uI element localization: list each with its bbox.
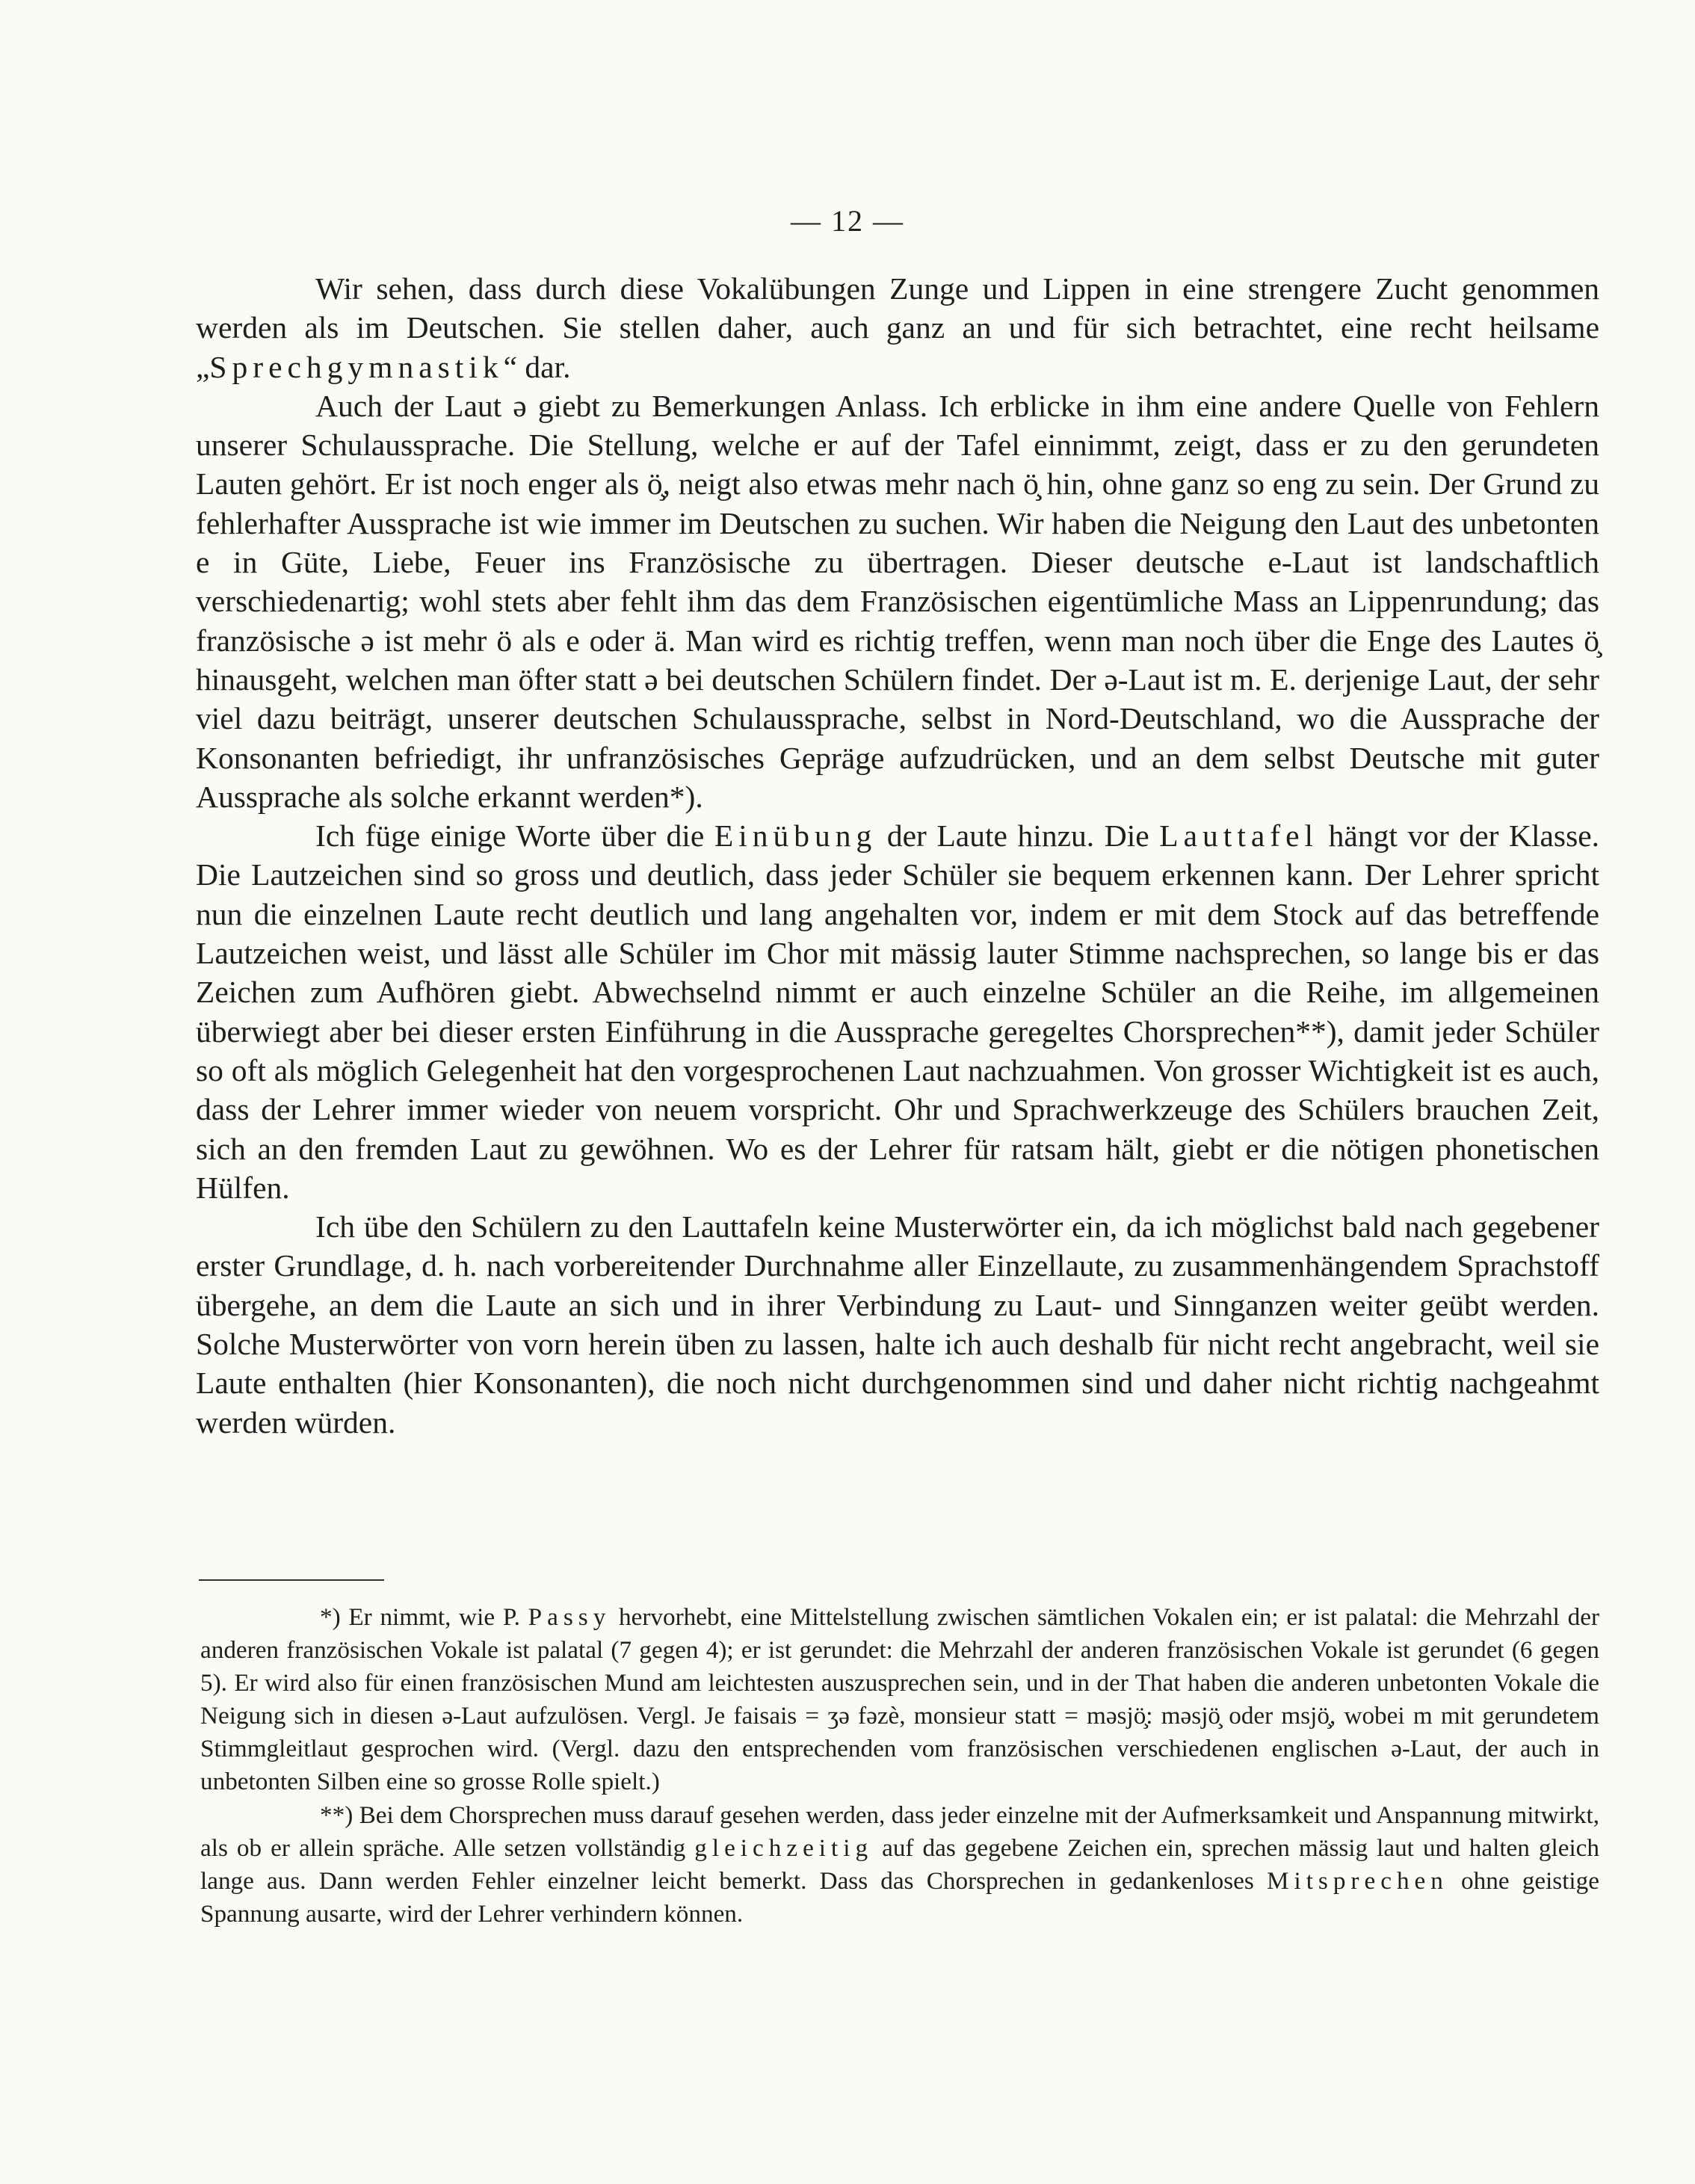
paragraph	[196, 269, 1599, 386]
spaced-emphasis: gleichzeitig	[694, 1833, 874, 1862]
footnotes	[200, 1601, 1599, 1931]
spaced-emphasis: Mitsprechen	[1266, 1866, 1448, 1895]
main-text	[196, 269, 1599, 1442]
footnote-divider	[199, 1579, 384, 1581]
text-run: auf das gegebene Zeichen ein, sprechen mässig laut und halten gleich lange aus. Dann werden Fehler einzelner leicht bemerkt. Dass das Chorsprechen in gedankenloses	[200, 1833, 1599, 1895]
spaced-emphasis: Lauttafel	[1159, 818, 1319, 854]
text-run: Wir sehen, dass durch diese Vokalübungen Zunge und Lippen in eine strengere Zucht genommen werden als im Deutschen. Sie stellen daher, auch ganz an und für sich betrachtet, eine recht heilsame „	[196, 271, 1599, 384]
text-run: Ich übe den Schülern zu den Lauttafeln keine Musterwörter ein, da ich möglichst bald nach gegebener erster Grundlage, d. h. nach vorbereitender Durchnahme aller Einzellaute, zu zusammenhängendem Sprachstoff übergehe, an dem die Laute an sich und in ihrer Verbindung zu Laut- und Sinnganzen weiter geübt werden. Solche Musterwörter von vorn herein üben zu lassen, halte ich auch deshalb für nicht recht angebracht, weil sie Laute enthalten (hier Konsonanten), die noch nicht durchgenommen sind und daher nicht richtig nachgeahmt werden würden.	[196, 1209, 1599, 1440]
text-run: *) Er nimmt, wie P.	[320, 1603, 528, 1631]
text-run: hervorhebt, eine Mittelstellung zwischen sämtlichen Vokalen ein; er ist palatal: die Mehrzahl der anderen französischen Vokale ist palatal (7 gegen 4); er ist gerundet: die Mehrzahl der anderen französischen Vokale ist gerundet (6 gegen 5). Er wird also für einen französischen Mund am leichtesten auszusprechen sein, und in der That haben die anderen unbetonten Vokale die Neigung sich in diesen ə-Laut aufzulösen. Vergl. Je faisais = ʒə fəzè, monsieur statt = məsjö̧: məsjö̧ oder msjö̧, wobei m mit gerundetem Stimmgleitlaut gesprochen wird. (Vergl. dazu den entsprechenden vom französischen verschiedenen englischen ə-Laut, der auch in unbetonten Silben eine so grosse Rolle spielt.)	[200, 1603, 1600, 1796]
footnote	[200, 1601, 1599, 1799]
spaced-emphasis: Sprechgymnastik	[209, 349, 504, 384]
text-run: der Laute hinzu. Die	[877, 818, 1160, 854]
text-run: ohne geistige Spannung ausarte, wird der Lehrer verhindern können.	[200, 1866, 1599, 1928]
paragraph	[196, 1207, 1599, 1442]
page-number: — 12 —	[791, 204, 904, 238]
text-run: Auch der Laut ə giebt zu Bemerkungen Anlass. Ich erblicke in ihm eine andere Quelle von Fehlern unserer Schulaussprache. Die Stellung, welche er auf der Tafel einnimmt, zeigt, dass er zu den gerundeten Lauten gehört. Er ist noch enger als ö̧, neigt also etwas mehr nach ö̧ hin, ohne ganz so eng zu sein. Der Grund zu fehlerhafter Aussprache ist wie immer im Deutschen zu suchen. Wir haben die Neigung den Laut des unbetonten e in Güte, Liebe, Feuer ins Französische zu übertragen. Dieser deutsche e-Laut ist landschaftlich verschiedenartig; wohl stets aber fehlt ihm das dem Französischen eigentümliche Mass an Lippenrundung; das französische ə ist mehr ö als e oder ä. Man wird es richtig treffen, wenn man noch über die Enge des Lautes ö̧ hinausgeht, welchen man öfter statt ə bei deutschen Schülern findet. Der ə-Laut ist m. E. derjenige Laut, der sehr viel dazu beiträgt, unserer deutschen Schulaussprache, selbst in Nord-Deutschland, wo die Aussprache der Konsonanten befriedigt, ihr unfranzösisches Gepräge aufzudrücken, und an dem selbst Deutsche mit guter Aussprache als solche erkannt werden*).	[196, 388, 1599, 814]
text-run: hängt vor der Klasse. Die Lautzeichen sind so gross und deutlich, dass jeder Schüler sie bequem erkennen kann. Der Lehrer spricht nun die einzelnen Laute recht deutlich und lang angehalten vor, indem er mit dem Stock auf das betreffende Lautzeichen weist, und lässt alle Schüler im Chor mit mässig lauter Stimme nachsprechen, so lange bis er das Zeichen zum Aufhören giebt. Abwechselnd nimmt er auch einzelne Schüler an die Reihe, im allgemeinen überwiegt aber bei dieser ersten Einführung in die Aussprache geregeltes Chorsprechen**), damit jeder Schüler so oft als möglich Gelegenheit hat den vorgesprochenen Laut nachzuahmen. Von grosser Wichtigkeit ist es auch, dass der Lehrer immer wieder von neuem vorspricht. Ohr und Sprachwerkzeuge des Schülers brauchen Zeit, sich an den fremden Laut zu gewöhnen. Wo es der Lehrer für ratsam hält, giebt er die nötigen phonetischen Hülfen.	[196, 818, 1600, 1205]
text-run: Ich füge einige Worte über die	[315, 818, 714, 854]
paragraph	[196, 816, 1599, 1207]
text-run: “ dar.	[503, 349, 571, 384]
spaced-emphasis: Passy	[528, 1603, 611, 1631]
text-run: **) Bei dem Chorsprechen muss darauf gesehen werden, dass jeder einzelne mit der Aufmerksamkeit und Anspannung mitwirkt, als ob er allein spräche. Alle setzen vollständig	[200, 1801, 1599, 1862]
paragraph	[196, 386, 1599, 816]
spaced-emphasis: Einübung	[714, 818, 877, 854]
footnote	[200, 1799, 1599, 1931]
